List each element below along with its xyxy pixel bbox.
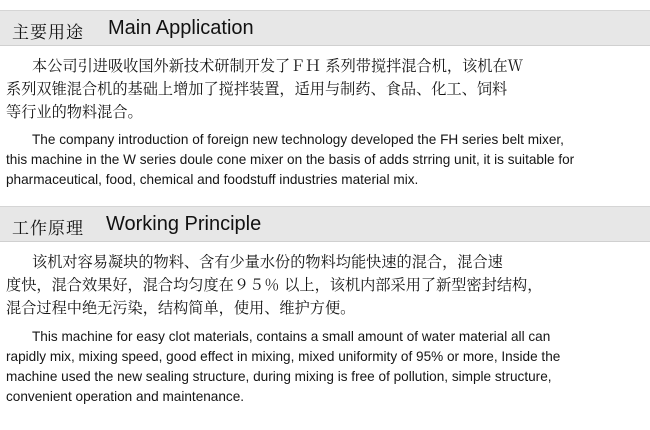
text-line: pharmaceutical, food, chemical and foodstuff industries material mix. <box>6 172 419 187</box>
text-line: 系列双锥混合机的基础上增加了搅拌装置，适用与制药、食品、化工、饲料 <box>6 80 508 98</box>
text-line: 等行业的物料混合。 <box>6 103 143 121</box>
text-line: 该机对容易凝块的物料、含有少量水份的物料均能快速的混合，混合速 <box>32 253 503 271</box>
section-title-en: Main Application <box>108 17 254 39</box>
working-principle-text-cn <box>6 251 646 320</box>
section-title-en: Working Principle <box>106 213 262 235</box>
text-line: 度快，混合效果好，混合均匀度在９５％ 以上，该机内部采用了新型密封结构， <box>6 276 543 294</box>
text-line: this machine in the W series doule cone mixer on the basis of adds strring unit, it is suitable for <box>6 152 575 167</box>
section-header-main-application <box>0 10 650 46</box>
text-line: machine used the new sealing structure, during mixing is free of pollution, simple structure, <box>6 369 552 384</box>
working-principle-text-en <box>6 327 646 407</box>
section-header-working-principle <box>0 206 650 242</box>
text-line: The company introduction of foreign new technology developed the FH series belt mixer, <box>32 132 564 147</box>
main-application-text-en <box>6 130 646 190</box>
text-line: 混合过程中绝无污染，结构简单，使用、维护方便。 <box>6 299 356 317</box>
text-line: 本公司引进吸收国外新技术研制开发了ＦＨ 系列带搅拌混合机，该机在Ｗ <box>32 57 523 75</box>
section-title-cn: 工作原理 <box>12 219 84 239</box>
main-application-text-cn <box>6 55 646 124</box>
text-line: This machine for easy clot materials, contains a small amount of water material all can <box>32 329 551 344</box>
text-line: rapidly mix, mixing speed, good effect in mixing, mixed uniformity of 95% or more, Inside the <box>6 349 561 364</box>
text-line: convenient operation and maintenance. <box>6 389 245 404</box>
section-title-cn: 主要用途 <box>12 23 84 43</box>
